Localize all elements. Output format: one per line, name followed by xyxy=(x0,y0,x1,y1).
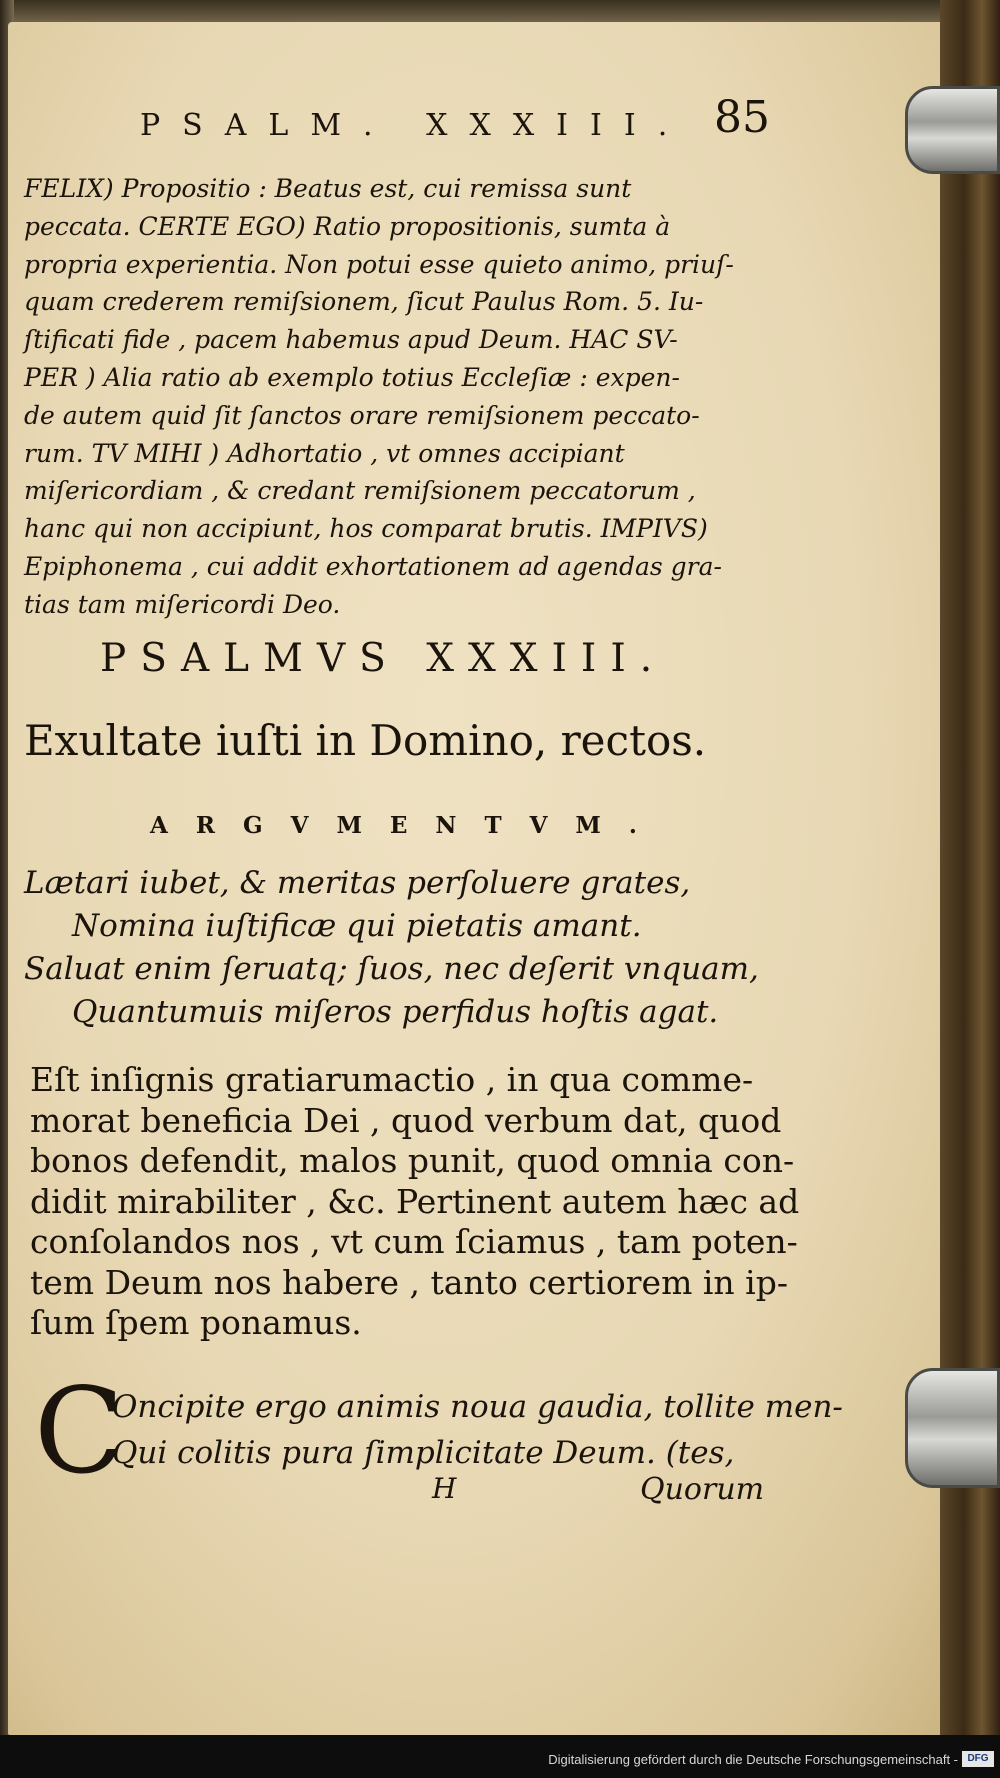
commentary-block xyxy=(24,170,744,624)
verse-line: Saluat enim ſeruatq; ſuos, nec deſerit vnquam, xyxy=(24,951,759,987)
verse-line: Quantumuis miſeros perfidus hoſtis agat. xyxy=(72,994,719,1030)
summary-line: Eſt inſignis gratiarumactio , in qua comme- xyxy=(30,1060,754,1099)
commentary-line: rum. TV MIHI ) Adhortatio , vt omnes accipiant xyxy=(24,438,625,468)
metal-clasp-bottom xyxy=(905,1368,1000,1488)
summary-paragraph xyxy=(30,1060,800,1344)
commentary-line: miſericordiam , & credant remiſsionem peccatorum , xyxy=(24,476,696,506)
commentary-line: quam crederem remiſsionem, ſicut Paulus Rom. 5. Iu- xyxy=(24,287,704,317)
page-number: 85 xyxy=(714,92,770,143)
commentary-line: hanc qui non accipiunt, hos comparat brutis. IMPIVS) xyxy=(24,514,708,544)
psalm-title: PSALMVS XXXIII. xyxy=(100,636,667,681)
commentary-line: FELIX) Propositio : Beatus est, cui remissa sunt xyxy=(24,174,632,203)
summary-line: conſolandos nos , vt cum ſciamus , tam poten- xyxy=(30,1222,798,1261)
verse-line: Nomina iuſtificæ qui pietatis amant. xyxy=(72,908,642,944)
commentary-line: ſtificati fide , pacem habemus apud Deum. HAC SV- xyxy=(24,325,678,355)
argument-heading: ARGVMENTVM. xyxy=(150,812,665,839)
poem-line: Qui colitis pura ſimplicitate Deum. (tes, xyxy=(112,1435,735,1471)
psalm-incipit: Exultate iuſti in Domino, rectos. xyxy=(24,716,707,765)
commentary-line: peccata. CERTE EGO) Ratio propositionis, sumta à xyxy=(24,211,671,241)
argument-verse xyxy=(24,862,759,1034)
summary-line: morat beneficia Dei , quod verbum dat, quod xyxy=(30,1100,782,1140)
verse-line: Lætari iubet, & meritas perſoluere grates, xyxy=(24,865,691,901)
commentary-line: PER ) Alia ratio ab exemplo totius Eccleſiæ : expen- xyxy=(24,362,680,392)
summary-line: tem Deum nos habere , tanto certiorem in ip- xyxy=(30,1262,788,1302)
running-header: PSALM. XXXIII. xyxy=(140,108,690,143)
poem-block xyxy=(112,1384,843,1476)
summary-line: ſum ſpem ponamus. xyxy=(30,1303,362,1342)
poem-line: Oncipite ergo animis noua gaudia, tollite men- xyxy=(112,1389,843,1425)
catchword: Quorum xyxy=(640,1472,765,1507)
summary-line: bonos defendit, malos punit, quod omnia con- xyxy=(30,1141,795,1180)
commentary-line: propria experientia. Non potui esse quieto animo, priuſ- xyxy=(24,249,734,279)
drop-cap: C xyxy=(34,1362,125,1500)
commentary-line: de autem quid ſit ſanctos orare remiſsionem peccato- xyxy=(24,400,700,430)
footer-credit: Digitalisierung gefördert durch die Deutsche Forschungsgemeinschaft - xyxy=(548,1752,958,1767)
metal-clasp-top xyxy=(905,86,1000,174)
commentary-line: Epiphonema , cui addit exhortationem ad agendas gra- xyxy=(24,551,722,581)
summary-line: didit mirabiliter , &c. Pertinent autem hæc ad xyxy=(30,1181,800,1221)
commentary-line: tias tam miſericordi Deo. xyxy=(24,589,341,619)
signature-mark: H xyxy=(432,1472,457,1505)
dfg-logo: DFG xyxy=(962,1751,994,1767)
